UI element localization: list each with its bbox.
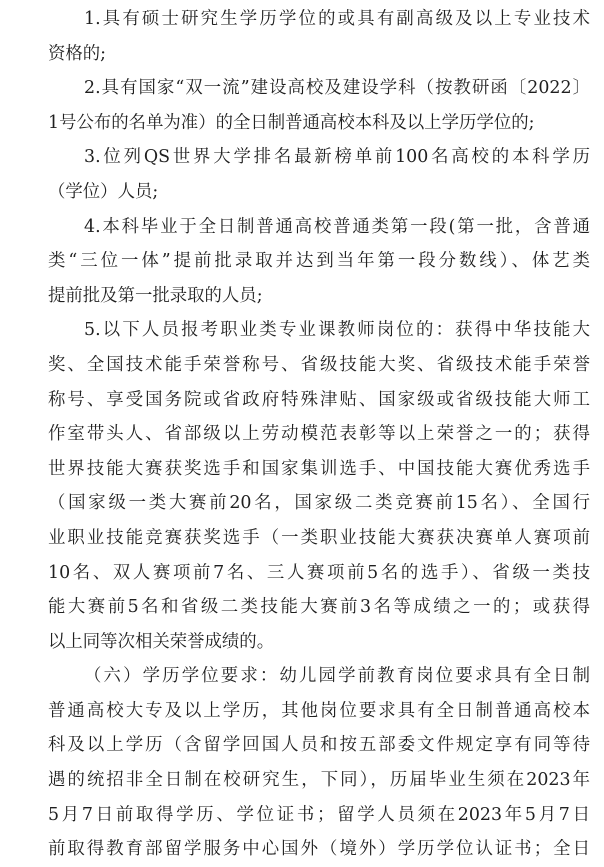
text-line: 业职业技能竞赛获奖选手（一类职业技能大赛获决赛单人赛项前 [48, 527, 590, 548]
text-line: 1号公布的名单为准）的全日制普通高校本科及以上学历学位的; [48, 112, 535, 133]
text-line: （六）学历学位要求：幼儿园学前教育岗位要求具有全日制 [84, 666, 590, 687]
text-line: 4.本科毕业于全日制普通高校普通类第一段(第一批，含普通 [84, 216, 590, 237]
text-line: 5.以下人员报考职业类专业课教师岗位的：获得中华技能大 [84, 320, 590, 341]
text-line: 奖、全国技术能手荣誉称号、省级技能大奖、省级技术能手荣誉 [48, 354, 590, 375]
text-line: 前取得教育部留学服务中心国外（境外）学历学位认证书；全日 [48, 839, 590, 860]
paragraph-item-1 [48, 2, 590, 71]
text-line: 世界技能大赛获奖选手和国家集训选手、中国技能大赛优秀选手 [48, 458, 590, 479]
text-line: 资格的; [48, 43, 107, 64]
text-line: （国家级一类大赛前20名，国家级二类竞赛前15名）、全国行 [48, 493, 590, 514]
text-line: 普通高校大专及以上学历，其他岗位要求具有全日制普通高校本 [48, 700, 590, 721]
text-line: 遇的统招非全日制在校研究生，下同），历届毕业生须在2023年 [48, 770, 590, 791]
text-line: 1.具有硕士研究生学历学位的或具有副高级及以上专业技术 [84, 9, 590, 29]
paragraph-section-6 [48, 659, 590, 867]
text-line: 科及以上学历（含留学回国人员和按五部委文件规定享有同等待 [48, 735, 590, 756]
text-line: 2.具有国家“双一流”建设高校及建设学科（按教研函〔2022〕 [84, 78, 590, 99]
text-line: 能大赛前5名和省级二类技能大赛前3名等成绩之一的；或获得 [48, 597, 590, 618]
text-line: 称号、享受国务院或省政府特殊津贴、国家级或省级技能大师工 [48, 389, 590, 410]
text-line: 作室带头人、省部级以上劳动模范表彰等以上荣誉之一的；获得 [48, 424, 590, 445]
text-line: 提前批及第一批录取的人员; [48, 285, 263, 306]
paragraph-item-2 [48, 71, 590, 140]
paragraph-item-3 [48, 140, 590, 209]
text-line: 5月7日前取得学历、学位证书；留学人员须在2023年5月7日 [48, 804, 590, 825]
paragraph-item-4 [48, 210, 590, 314]
text-line: 10名、双人赛项前7名、三人赛项前5名的选手）、省级一类技 [48, 562, 590, 583]
text-line: 以上同等次相关荣誉成绩的。 [48, 631, 275, 652]
text-line: （学位）人员; [48, 181, 159, 202]
paragraph-item-5 [48, 313, 590, 659]
text-line: 3.位列QS世界大学排名最新榜单前100名高校的本科学历 [84, 147, 590, 168]
text-line: 类“三位一体”提前批录取并达到当年第一段分数线）、体艺类 [48, 251, 590, 272]
